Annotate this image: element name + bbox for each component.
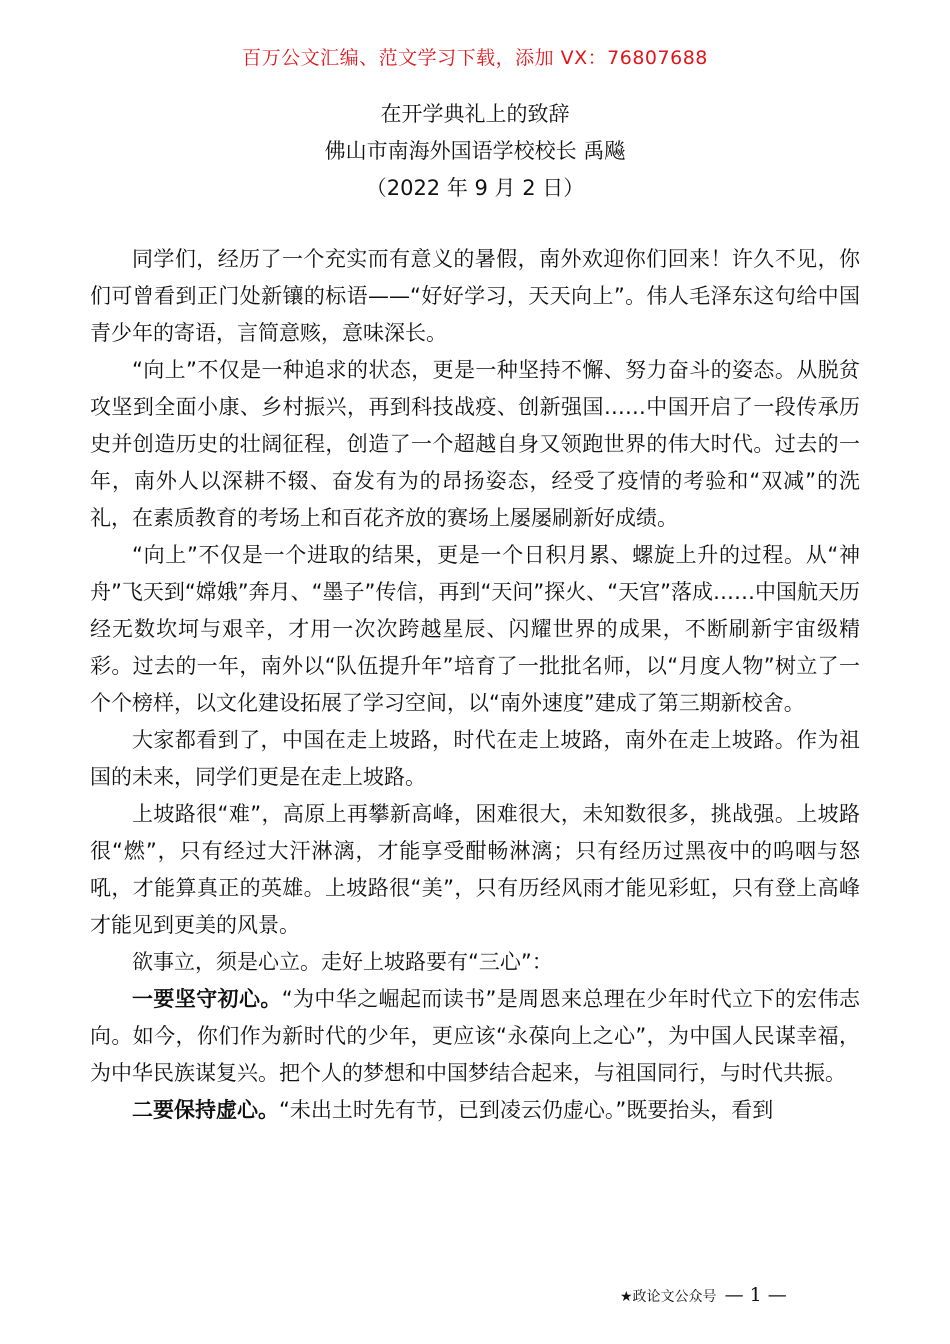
body-paragraph: 欲事立，须是心立。走好上坡路要有“三心”： <box>132 950 553 974</box>
point-one-heading: 一要坚守初心。 <box>132 987 282 1011</box>
document-body <box>90 241 860 1129</box>
document-header <box>0 96 950 207</box>
body-paragraph: “向上”不仅是一种追求的状态，更是一种坚持不懈、努力奋斗的姿态。从脱贫攻坚到全面小康、乡村振兴，再到科技战疫、创新强国……中国开启了一段传承历史并创造历史的壮阔征程，创造了一个超越自身又领跑世界的伟大时代。过去的一年，南外人以深耕不辍、奋发有为的昂扬姿态，经受了疫情的考验和“双减”的洗礼，在素质教育的考场上和百花齐放的赛场上屡屡刷新好成绩。 <box>90 358 860 530</box>
speaker-line: 佛山市南海外国语学校校长 禹飚 <box>324 139 626 163</box>
footer-source: ★政论文公众号 <box>620 1289 717 1305</box>
point-one-text: “为中华之崛起而读书”是周恩来总理在少年时代立下的宏伟志向。如今，你们作为新时代的少年，更应该“永葆向上之心”，为中国人民谋幸福，为中华民族谋复兴。把个人的梦想和中国梦结合起来，与祖国同行，与时代共振。 <box>90 987 861 1085</box>
page-footer <box>620 1280 920 1310</box>
body-paragraph: 同学们，经历了一个充实而有意义的暑假，南外欢迎你们回来！许久不见，你们可曾看到正门处新镶的标语——“好好学习，天天向上”。伟人毛泽东这句给中国青少年的寄语，言简意赅，意味深长。 <box>90 247 860 345</box>
page-number: — 1 — <box>724 1284 787 1306</box>
body-paragraph: 上坡路很“难”，高原上再攀新高峰，困难很大，未知数很多，挑战强。上坡路很“燃”，只有经过大汗淋漓，才能享受酣畅淋漓；只有经历过黑夜中的呜咽与怒吼，才能算真正的英雄。上坡路很“美”，只有历经风雨才能见彩虹，只有登上高峰才能见到更美的风景。 <box>90 802 860 937</box>
point-two-text: “未出土时先有节，已到凌云仍虚心。”既要抬头，看到 <box>279 1098 774 1122</box>
speech-date: （2022 年 9 月 2 日） <box>365 176 585 200</box>
point-two-heading: 二要保持虚心。 <box>132 1098 279 1122</box>
body-paragraph: 大家都看到了，中国在走上坡路，时代在走上坡路，南外在走上坡路。作为祖国的未来，同学们更是在走上坡路。 <box>90 728 860 789</box>
point-two-paragraph <box>90 1092 860 1129</box>
body-paragraph: “向上”不仅是一个进取的结果，更是一个日积月累、螺旋上升的过程。从“神舟”飞天到“嫦娥”奔月、“墨子”传信，再到“天问”探火、“天宫”落成……中国航天历经无数坎坷与艰辛，才用一次次跨越星辰、闪耀世界的成果，不断刷新宇宙级精彩。过去的一年，南外以“队伍提升年”培育了一批批名师，以“月度人物”树立了一个个榜样，以文化建设拓展了学习空间，以“南外速度”建成了第三期新校舍。 <box>90 543 860 715</box>
document-title: 在开学典礼上的致辞 <box>380 102 570 126</box>
point-one-paragraph <box>90 981 860 1092</box>
download-banner: 百万公文汇编、范文学习下载，添加 VX：76807688 <box>242 47 708 69</box>
